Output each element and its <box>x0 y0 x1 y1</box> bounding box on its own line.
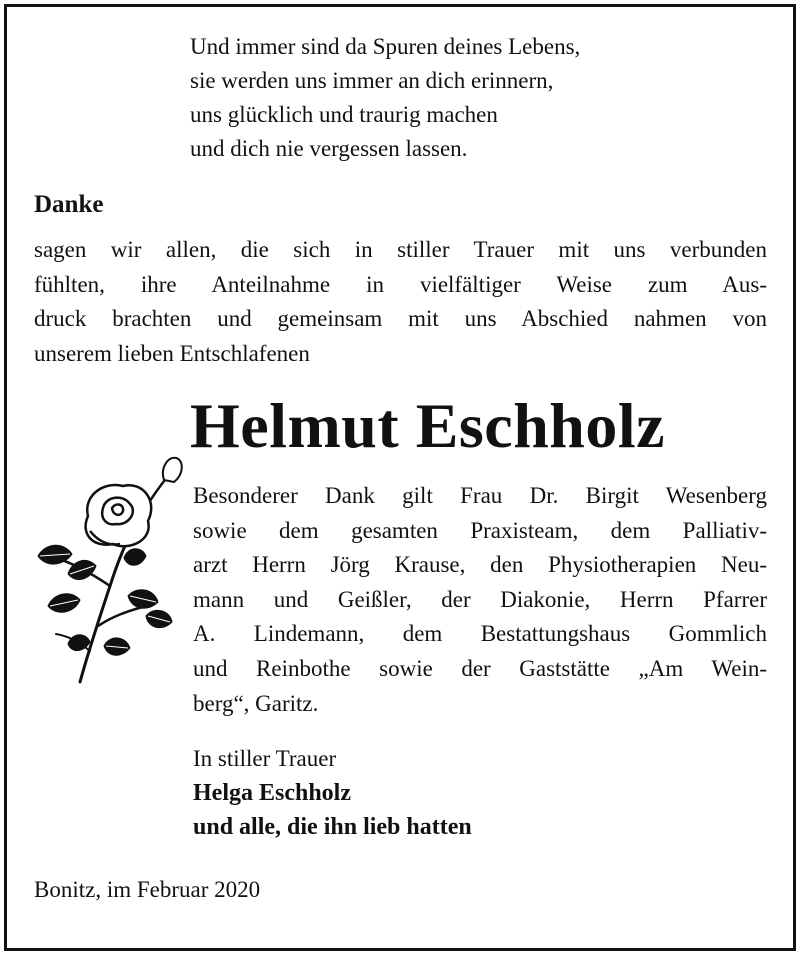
special-thanks <box>193 479 767 721</box>
special-thanks-line: arzt Herrn Jörg Krause, den Physiotherapien Neu- <box>193 552 767 578</box>
special-thanks-line: A. Lindemann, dem Bestattungshaus Gommlich <box>193 621 767 647</box>
thanks-line: sagen wir allen, die sich in stiller Trauer mit uns verbunden <box>34 237 767 262</box>
place-date: Bonitz, im Februar 2020 <box>34 877 261 902</box>
verse-line: Und immer sind da Spuren deines Lebens, <box>190 34 581 59</box>
thanks-paragraph <box>34 233 767 371</box>
signature-intro: In stiller Trauer <box>193 746 337 771</box>
deceased-name: Helmut Eschholz <box>190 390 666 461</box>
verse-line: uns glücklich und traurig machen <box>190 102 498 127</box>
special-thanks-line: Besonderer Dank gilt Frau Dr. Birgit Wesenberg <box>193 483 767 508</box>
thanks-line: druck brachten und gemeinsam mit uns Abschied nahmen von <box>34 306 767 331</box>
verse-line: und dich nie vergessen lassen. <box>190 136 468 161</box>
signature-block <box>193 742 472 844</box>
thanks-line: unserem lieben Entschlafenen <box>34 340 310 366</box>
memorial-verse <box>190 30 580 166</box>
signature-others: und alle, die ihn lieb hatten <box>193 814 472 840</box>
verse-line: sie werden uns immer an dich erinnern, <box>190 68 554 93</box>
thanks-line: fühlten, ihre Anteilnahme in vielfältiger Weise zum Aus- <box>34 271 767 297</box>
special-thanks-line: mann und Geißler, der Diakonie, Herrn Pfarrer <box>193 586 767 612</box>
special-thanks-line: berg“, Garitz. <box>193 690 319 716</box>
special-thanks-line: und Reinbothe sowie der Gaststätte „Am Wein- <box>193 655 767 681</box>
thanks-heading: Danke <box>34 191 104 218</box>
signature-name: Helga Eschholz <box>193 780 352 806</box>
special-thanks-line: sowie dem gesamten Praxisteam, dem Palliativ- <box>193 517 767 543</box>
rose-icon <box>28 446 198 686</box>
